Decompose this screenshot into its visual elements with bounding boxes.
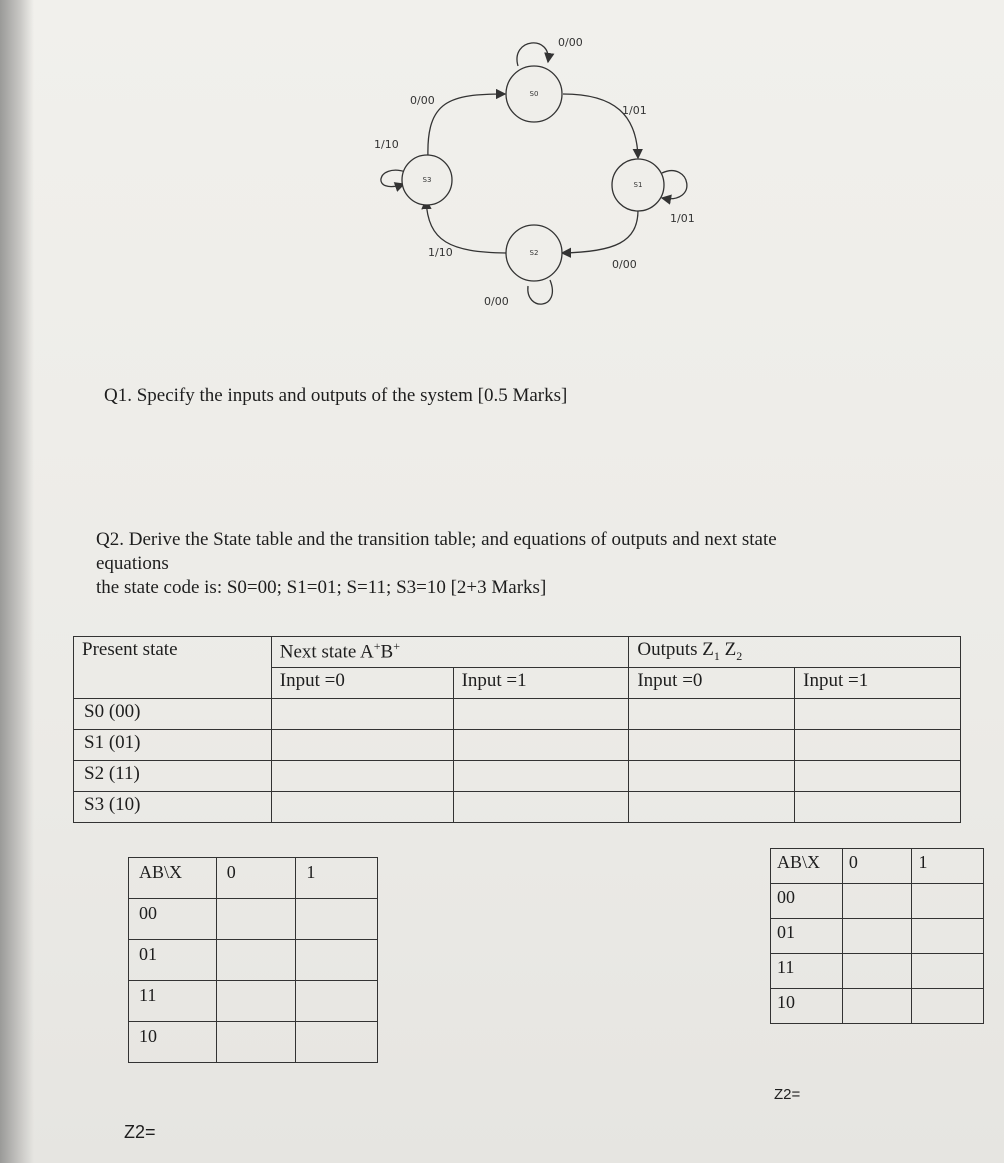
empty-cell[interactable] — [912, 919, 984, 954]
kmap-corner: AB\X — [771, 849, 843, 884]
kmap-col-1: 1 — [912, 849, 984, 884]
empty-cell[interactable] — [629, 792, 795, 823]
table-row — [129, 981, 378, 1022]
next-state-sup-b: + — [393, 639, 400, 653]
present-state-cell: S3 (10) — [74, 792, 272, 823]
state-table — [73, 636, 961, 823]
empty-cell[interactable] — [271, 730, 453, 761]
empty-cell[interactable] — [271, 792, 453, 823]
transition-s3-s0 — [428, 94, 505, 158]
state-s2-label: S2 — [529, 249, 539, 257]
kmap-left — [128, 857, 378, 1063]
empty-cell[interactable] — [216, 981, 296, 1022]
present-state-header: Present state — [74, 637, 272, 699]
question-2-line-1: Q2. Derive the State table and the transition table; and equations of outputs and next state — [96, 529, 777, 550]
empty-cell[interactable] — [795, 730, 961, 761]
empty-cell[interactable] — [842, 884, 912, 919]
kmap-row-label: 01 — [129, 940, 217, 981]
label-s3-s0: 0/00 — [410, 94, 435, 107]
empty-cell[interactable] — [216, 1022, 296, 1063]
empty-cell[interactable] — [453, 792, 629, 823]
empty-cell[interactable] — [453, 699, 629, 730]
kmap-right — [770, 848, 984, 1024]
outputs-input-1-header: Input =1 — [795, 668, 961, 699]
kmap-corner: AB\X — [129, 858, 217, 899]
empty-cell[interactable] — [842, 989, 912, 1024]
table-row — [74, 699, 961, 730]
empty-cell[interactable] — [296, 940, 378, 981]
label-s0-s1: 1/01 — [622, 104, 647, 117]
empty-cell[interactable] — [842, 954, 912, 989]
kmap-col-1: 1 — [296, 858, 378, 899]
kmap-col-0: 0 — [842, 849, 912, 884]
empty-cell[interactable] — [216, 899, 296, 940]
empty-cell[interactable] — [629, 730, 795, 761]
self-loop-s2 — [528, 280, 553, 304]
present-state-cell: S1 (01) — [74, 730, 272, 761]
state-s1-label: S1 — [633, 181, 643, 189]
state-s3-label: S3 — [422, 176, 432, 184]
table-row — [771, 884, 984, 919]
question-1: Q1. Specify the inputs and outputs of the system [0.5 Marks] — [104, 385, 568, 406]
kmap-row-label: 11 — [771, 954, 843, 989]
outputs-text-z2: Z — [719, 639, 737, 660]
table-row — [74, 730, 961, 761]
kmap-row-label: 00 — [771, 884, 843, 919]
empty-cell[interactable] — [795, 761, 961, 792]
label-s2-self: 0/00 — [484, 295, 509, 308]
next-state-input-0-header: Input =0 — [271, 668, 453, 699]
question-2-line-3: the state code is: S0=00; S1=01; S=11; S3=10 [2+3 Marks] — [96, 577, 547, 598]
empty-cell[interactable] — [629, 699, 795, 730]
empty-cell[interactable] — [453, 730, 629, 761]
next-state-header — [271, 637, 629, 668]
table-row — [74, 792, 961, 823]
empty-cell[interactable] — [795, 792, 961, 823]
table-row — [74, 761, 961, 792]
transition-s1-s2 — [562, 210, 638, 253]
table-row — [129, 1022, 378, 1063]
outputs-input-0-header: Input =0 — [629, 668, 795, 699]
kmap-row-label: 11 — [129, 981, 217, 1022]
empty-cell[interactable] — [296, 1022, 378, 1063]
next-state-sup-a: + — [373, 639, 381, 653]
empty-cell[interactable] — [453, 761, 629, 792]
empty-cell[interactable] — [912, 989, 984, 1024]
state-diagram — [340, 20, 720, 330]
label-s0-self: 0/00 — [558, 36, 583, 49]
empty-cell[interactable] — [296, 899, 378, 940]
z2-equation-left: Z2= — [124, 1122, 156, 1142]
table-row — [771, 954, 984, 989]
present-state-cell: S0 (00) — [74, 699, 272, 730]
kmap-col-0: 0 — [216, 858, 296, 899]
empty-cell[interactable] — [842, 919, 912, 954]
empty-cell[interactable] — [912, 884, 984, 919]
next-state-text-b: B — [380, 641, 394, 663]
empty-cell[interactable] — [296, 981, 378, 1022]
label-s2-s3: 1/10 — [428, 246, 453, 259]
kmap-row-label: 01 — [771, 919, 843, 954]
state-s0-label: S0 — [529, 90, 539, 98]
empty-cell[interactable] — [271, 761, 453, 792]
empty-cell[interactable] — [912, 954, 984, 989]
question-2-line-2: equations — [96, 553, 169, 574]
next-state-input-1-header: Input =1 — [453, 668, 629, 699]
empty-cell[interactable] — [216, 940, 296, 981]
self-loop-s0 — [517, 43, 548, 66]
page-edge-shadow — [0, 0, 34, 1163]
present-state-cell: S2 (11) — [74, 761, 272, 792]
outputs-sub-2: 2 — [736, 648, 743, 663]
table-row — [129, 940, 378, 981]
table-row — [129, 899, 378, 940]
label-s1-self: 1/01 — [670, 212, 695, 225]
kmap-row-label: 10 — [771, 989, 843, 1024]
question-2 — [96, 528, 896, 600]
kmap-row-label: 00 — [129, 899, 217, 940]
table-row — [771, 919, 984, 954]
outputs-sub-1: 1 — [713, 648, 720, 663]
self-loop-s1 — [662, 171, 687, 199]
kmap-row-label: 10 — [129, 1022, 217, 1063]
empty-cell[interactable] — [795, 699, 961, 730]
outputs-header — [629, 637, 961, 668]
label-s3-self: 1/10 — [374, 138, 399, 151]
next-state-text-a: Next state A — [279, 641, 374, 663]
empty-cell[interactable] — [629, 761, 795, 792]
z2-equation-right: Z2= — [774, 1086, 801, 1103]
empty-cell[interactable] — [271, 699, 453, 730]
table-row — [771, 989, 984, 1024]
outputs-text-z1: Outputs Z — [637, 639, 714, 660]
label-s1-s2: 0/00 — [612, 258, 637, 271]
